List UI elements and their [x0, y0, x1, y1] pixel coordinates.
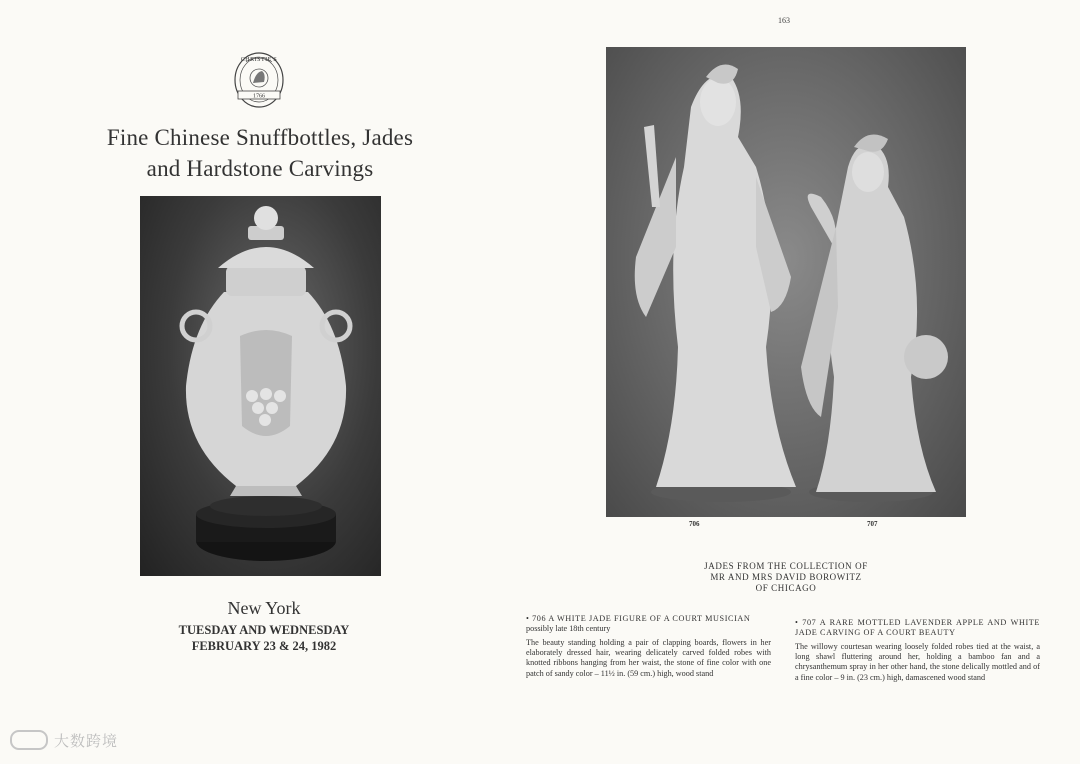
- lot-706-description: The beauty standing holding a pair of clapping boards, flowers in her elaborately dressed hair, wearing delicately carved folded robes with knotted ribbons hanging from her waist, the stone of fine color with one patch of sandy color – 11½ in. (59 cm.) high, wood stand: [526, 638, 771, 678]
- watermark-text: 大数跨境: [54, 732, 119, 750]
- title-line-2: and Hardstone Carvings: [146, 156, 374, 181]
- sale-days: TUESDAY AND WEDNESDAY: [178, 623, 350, 637]
- sale-dates: [140, 622, 388, 654]
- collection-heading: [670, 561, 902, 594]
- lot-707-entry: [795, 618, 1040, 683]
- lot-706-date: possibly late 18th century: [526, 624, 611, 633]
- catalogue-page-163: [526, 0, 1080, 764]
- page-number: 163: [778, 16, 790, 25]
- sale-date: FEBRUARY 23 & 24, 1982: [191, 639, 337, 653]
- collection-line-2: MR AND MRS DAVID BOROWITZ: [710, 572, 862, 582]
- collection-line-3: OF CHICAGO: [755, 583, 817, 593]
- watermark-logo-icon: [10, 730, 48, 750]
- lot-707-heading: • 707 A RARE MOTTLED LAVENDER APPLE AND WHITE JADE CARVING OF A COURT BEAUTY: [795, 618, 1040, 637]
- lot-706-heading: • 706 A WHITE JADE FIGURE OF A COURT MUSICIAN: [526, 614, 751, 623]
- lot-706-photo-number: 706: [689, 520, 700, 528]
- catalogue-title: [70, 122, 450, 184]
- jade-figures-photo: [606, 47, 966, 517]
- lot-707-photo-number: 707: [867, 520, 878, 528]
- jade-vase-photo: [140, 196, 381, 576]
- svg-text:CHRISTIE'S: CHRISTIE'S: [240, 57, 278, 63]
- christies-seal-logo: [232, 50, 286, 112]
- title-line-1: Fine Chinese Snuffbottles, Jades: [106, 125, 414, 150]
- watermark: [10, 730, 118, 751]
- collection-line-1: JADES FROM THE COLLECTION OF: [704, 561, 868, 571]
- lot-707-description: The willowy courtesan wearing loosely folded robes tied at the waist, a long shawl fluttering around her, holding a bamboo fan and a chrysanthemum spray in her other hand, the stone delically mottled and of a fine color – 9 in. (23 cm.) high, damascened wood stand: [795, 642, 1040, 682]
- svg-text:1766: 1766: [253, 93, 265, 100]
- lot-706-entry: [526, 614, 771, 679]
- sale-city: New York: [227, 598, 301, 618]
